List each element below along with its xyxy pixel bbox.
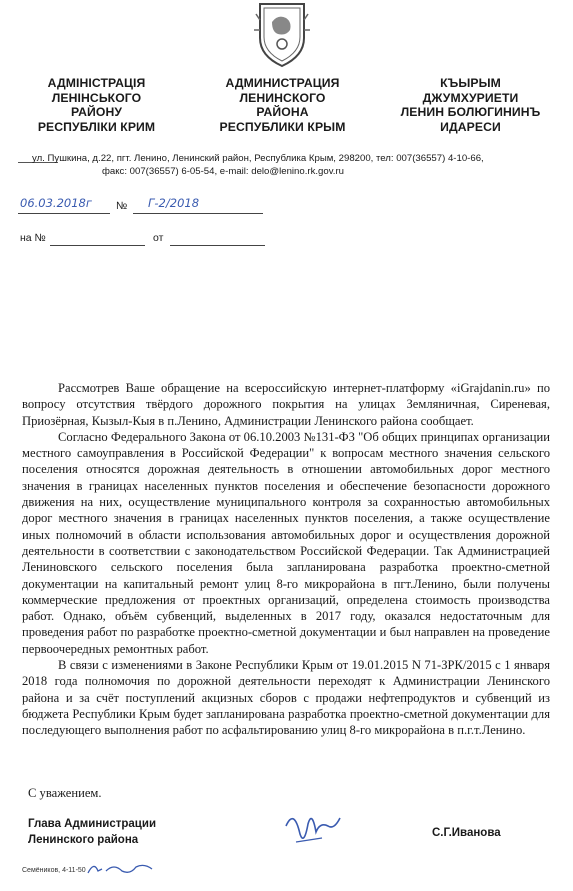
coat-of-arms-emblem — [252, 0, 312, 68]
reference-date-line — [170, 245, 265, 246]
executor-initials — [86, 859, 156, 879]
reference-number-line — [50, 245, 145, 246]
handwritten-signature — [282, 804, 342, 849]
header-crimean-tatar: КЪЫРЫМ ДЖУМХУРИЕТИ ЛЕНИН БОЛЮГИНИНЪ ИДАРЕСИ — [400, 76, 541, 134]
address-line: ул. Пушкина, д.22, пгт. Ленино, Ленинский район, Республика Крым, 298200, тел: 007(36557) 4-10-66, — [32, 153, 484, 164]
body-paragraph: Рассмотрев Ваше обращение на всероссийскую интернет-платформу «iGrajdanin.ru» по вопросу отсутствия твёрдого дорожного покрытия на улицах Земляничная, Сиреневая, Приозёрная, Кызыл-Кыя в п.Ленино, Администрации Ленинского района сообщает. — [22, 381, 550, 428]
letter-body — [22, 380, 550, 739]
outgoing-date: 06.03.2018г — [20, 196, 92, 210]
body-paragraph: Согласно Федерального Закона от 06.10.2003 №131-ФЗ "Об общих принципах организации местного самоуправления в Российской Федерации" к вопросам местного значения сельского поселения относятся дорожная деятельность в отношении автомобильных дорог местного значения в границах населенных пунктов поселения и обеспечение безопасности дорожного движения на них, осуществление муниципального контроля за сохранностью автомобильных дорог местного значения в границах населенных пунктов поселения, а также осуществление иных полномочий в области использования автомобильных дорог и осуществления дорожной деятельности в соответствии с законодательством Российской Федерации. Так Администрацией Лениновского сельского поселения была запланирована разработка проектно-сметной документации на капитальный ремонт улиц 8-го микрорайона в пгт.Ленино, были получены коммерческие предложения от проектных организаций, определена стоимость производства работ. Однако, объём субвенций, выделенных в 2017 году, оказался недостаточным для проведения работ по разработке проектно-сметной документации и был направлен на проведение первоочередных ремонтных работ. — [22, 429, 550, 656]
outgoing-number: Г-2/2018 — [148, 196, 200, 210]
signatory-position: Глава Администрации Ленинского района — [28, 818, 157, 846]
executor-note: Семёников, 4-11-50 — [22, 867, 86, 874]
reference-from-label: от — [153, 232, 164, 244]
number-underline — [133, 213, 263, 214]
signatory-name: С.Г.Иванова — [432, 827, 501, 839]
body-paragraph: В связи с изменениями в Законе Республики Крым от 19.01.2015 N 71-ЗРК/2015 с 1 января 2018 года полномочия по дорожной деятельности переходят к Администрации Ленинского района и за счёт поступлений акцизных сборов с продажи нефтепродуктов и субвенций из бюджета Республики Крым будет запланирована разработка проектно-сметной документации для последующего выполнения работ по асфальтированию улиц 8-го микрорайона в п.г.т.Ленино. — [22, 658, 550, 738]
date-underline — [18, 213, 110, 214]
reference-label: на № — [20, 232, 46, 244]
greeting: С уважением. — [28, 786, 102, 800]
header-ukrainian: АДМІНІСТРАЦІЯ ЛЕНІНСЬКОГО РАЙОНУ РЕСПУБЛІКИ КРИМ — [37, 76, 156, 134]
contact-line: факс: 007(36557) 6-05-54, e-mail: delo@lenino.rk.gov.ru — [102, 166, 345, 177]
address-block — [32, 152, 547, 178]
number-label: № — [116, 200, 128, 212]
header-russian: АДМИНИСТРАЦИЯ ЛЕНИНСКОГО РАЙОНА РЕСПУБЛИКИ КРЫМ — [219, 76, 346, 134]
